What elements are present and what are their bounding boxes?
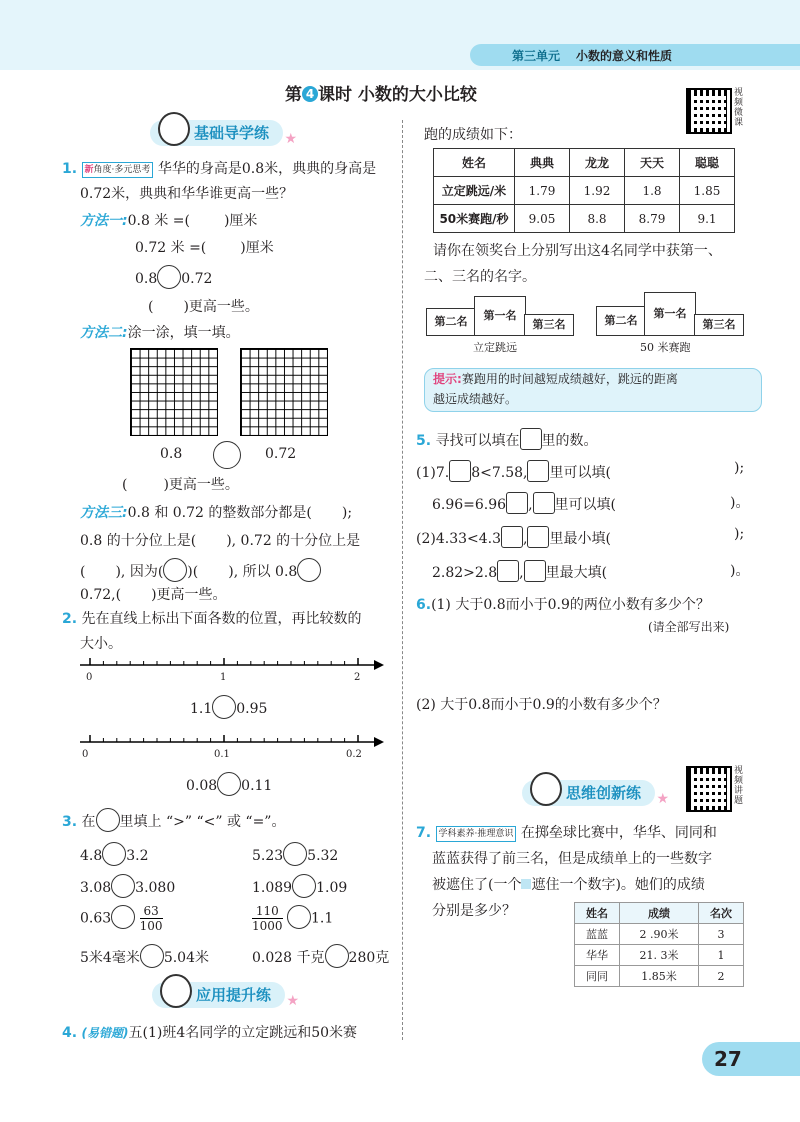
q1-stem-line2: 0.72米，典典和华华谁更高一些？ [80, 186, 294, 202]
qr-code-icon[interactable] [686, 766, 732, 812]
q5-line4-end: )。 [730, 563, 750, 579]
q5-stem: 5. 寻找可以填在 里的数。 [416, 428, 598, 450]
q1-m3-line2: 0.8 的十分位上是( ), 0.72 的十分位上是 [80, 533, 361, 549]
q1-m1-line1: 方法一:0.8 米 =( )厘米 [80, 213, 258, 229]
podium1-second[interactable]: 第二名 [426, 308, 476, 336]
answer-box [527, 460, 549, 482]
q3-row2-right: 1.089 1.09 [252, 874, 347, 898]
hundred-grid-b[interactable] [240, 348, 328, 436]
podium2-third[interactable]: 第三名 [694, 314, 744, 336]
topic-label: 小数的意义和性质 [576, 49, 673, 63]
podium1-caption: 立定跳远 [473, 341, 517, 354]
q4-score-table: 姓名 典典 龙龙 天天 聪聪 立定跳远/米 1.79 1.92 1.8 1.85 50米赛跑/秒 9.05 8.8 8.79 9.1 [433, 148, 735, 233]
axis2-label-1: 0.1 [214, 749, 230, 760]
q1-m2-answer: ( )更高一些。 [122, 477, 239, 493]
compare-circle[interactable] [283, 842, 307, 866]
q3-stem: 3. 在 里填上 “>” “<” 或 “=”。 [62, 808, 285, 832]
podium1-third[interactable]: 第三名 [524, 314, 574, 336]
table-row: 蓝蓝 2 .90米 3 [575, 924, 744, 945]
table-row: 50米赛跑/秒 9.05 8.8 8.79 9.1 [434, 205, 735, 233]
compare-circle[interactable] [213, 441, 241, 473]
qr-label-mid: 视频讲题 [734, 766, 744, 806]
q2-stem-line1: 2. 先在直线上标出下面各数的位置，再比较数的 [62, 611, 362, 627]
star-icon: ★ [656, 791, 670, 807]
mascot-icon [158, 112, 190, 146]
compare-circle[interactable] [217, 772, 241, 796]
axis1-label-1: 1 [220, 672, 227, 683]
compare-circle [96, 808, 120, 832]
grid-b-label: 0.72 [265, 446, 297, 462]
answer-box [520, 428, 542, 450]
column-divider [402, 120, 403, 1040]
table-row: 立定跳远/米 1.79 1.92 1.8 1.85 [434, 177, 735, 205]
compare-circle[interactable] [297, 558, 321, 582]
q7-line4: 分别是多少？ [432, 903, 516, 919]
axis1-label-0: 0 [86, 672, 93, 683]
q3-row4-right: 0.028 千克 280克 [252, 944, 389, 968]
table-row: 同同 1.85米 2 [575, 966, 744, 987]
q1-m1-line3: 0.8 0.72 [135, 265, 212, 289]
q1-m1-line4: ( )更高一些。 [148, 299, 259, 315]
q1-m3-line1: 方法三:0.8 和 0.72 的整数部分都是( ); [80, 505, 353, 521]
compare-circle[interactable] [157, 265, 181, 289]
q7-line2: 蓝蓝获得了前三名，但是成绩单上的一些数字 [432, 851, 712, 867]
qr-label-top: 视频微课 [734, 88, 744, 128]
section-apply: 应用提升练 ★ [152, 982, 285, 1008]
q3-row3-left: 0.63 $\frac{63}{100}$ [80, 904, 163, 933]
number-line-1[interactable] [78, 655, 388, 685]
answer-box [524, 560, 546, 582]
compare-circle[interactable] [292, 874, 316, 898]
q6-part2: (2) 大于0.8而小于0.9的小数有多少个？ [416, 697, 667, 713]
q5-line2-end: )。 [730, 495, 750, 511]
compare-circle[interactable] [325, 944, 349, 968]
q7-score-table: 姓名 成绩 名次 蓝蓝 2 .90米 3 华华 21. 3米 1 同同 1.85米 2 [574, 902, 744, 987]
q4-hint-box: 提示:赛跑用的时间越短成绩越好，跳远的距离 越远成绩越好。 [424, 368, 762, 412]
section-think: 思维创新练 ★ [522, 780, 655, 806]
q5-line1: (1)7. 8<7.58, 里可以填( [416, 460, 611, 482]
star-icon: ★ [286, 993, 300, 1009]
q1-m2-line: 方法二:涂一涂，填一填。 [80, 325, 240, 341]
podium2-caption: 50 米赛跑 [640, 341, 691, 354]
compare-circle[interactable] [287, 905, 311, 929]
q5-line1-end: ); [734, 460, 745, 476]
compare-circle[interactable] [111, 905, 135, 929]
axis2-label-2: 0.2 [346, 749, 362, 760]
mascot-icon [530, 772, 562, 806]
q2-stem-line2: 大小。 [80, 636, 122, 652]
grid-a-label: 0.8 [160, 446, 183, 462]
q2-compare1: 1.1 0.95 [190, 695, 267, 719]
podium1-first[interactable]: 第一名 [474, 296, 526, 336]
lesson-number: 4 [302, 86, 318, 102]
answer-box[interactable] [497, 560, 519, 582]
q3-row4-left: 5米4毫米 5.04米 [80, 944, 209, 968]
q7-line3: 被遮住了(一个 遮住一个数字)。她们的成绩 [432, 877, 705, 893]
qr-code-icon[interactable] [686, 88, 732, 134]
mascot-icon [160, 974, 192, 1008]
podium2-second[interactable]: 第二名 [596, 306, 646, 336]
q5-line3: (2)4.33<4.3 , 里最小填( [416, 526, 611, 548]
q2-compare2: 0.08 0.11 [186, 772, 272, 796]
q1-tag: 新角度·多元思考 [82, 162, 154, 178]
q1-m3-line3: ( ), 因为( )( ), 所以 0.8 [80, 558, 321, 582]
compare-circle[interactable] [212, 695, 236, 719]
q1-stem-line1: 1. 新角度·多元思考 华华的身高是0.8米，典典的身高是 [62, 161, 377, 177]
answer-box[interactable] [506, 492, 528, 514]
q4-stem-line2: 跑的成绩如下： [424, 127, 522, 143]
q4-ask-line2: 二、三名的名字。 [424, 269, 536, 285]
q3-row2-left: 3.08 3.080 [80, 874, 175, 898]
q5-line3-end: ); [734, 526, 745, 542]
q7-line1: 7. 学科素养·推理意识 在掷垒球比赛中，华华、同同和 [416, 825, 717, 841]
q3-row1-left: 4.8 3.2 [80, 842, 149, 866]
compare-circle[interactable] [111, 874, 135, 898]
section-basic: 基础导学练 ★ [150, 120, 283, 146]
compare-circle[interactable] [140, 944, 164, 968]
q5-line4: 2.82>2.8 , 里最大填( [432, 560, 607, 582]
answer-box[interactable] [449, 460, 471, 482]
axis2-label-0: 0 [82, 749, 89, 760]
fraction-63-100: $\frac{63}{100}$ [139, 904, 163, 933]
q6-part1: 6.(1) 大于0.8而小于0.9的两位小数有多少个？ [416, 597, 710, 613]
axis1-label-2: 2 [354, 672, 361, 683]
q1-m1-line2: 0.72 米 =( )厘米 [135, 240, 274, 256]
q4-ask-line1: 请你在领奖台上分别写出这4名同学中获第一、 [433, 243, 722, 259]
compare-circle[interactable] [102, 842, 126, 866]
answer-box [527, 526, 549, 548]
unit-label: 第三单元 [512, 49, 561, 63]
answer-box[interactable] [501, 526, 523, 548]
q4-stem-line1: 4. (易错题)五(1)班4名同学的立定跳远和50米赛 [62, 1025, 358, 1041]
hundred-grid-a[interactable] [130, 348, 218, 436]
q1-m3-line4: 0.72,( )更高一些。 [80, 587, 227, 603]
number-line-2[interactable] [78, 732, 388, 762]
q5-line2: 6.96=6.96 , 里可以填( [432, 492, 616, 514]
q3-row3-right: $\frac{110}{1000}$ 1.1 [252, 904, 334, 933]
fraction-110-1000: $\frac{110}{1000}$ [252, 904, 283, 933]
page-number: 27 [702, 1042, 800, 1076]
q6-note: (请全部写出来) [648, 620, 730, 634]
q3-row1-right: 5.23 5.32 [252, 842, 338, 866]
page-title: 第 4 课时 小数的大小比较 [285, 85, 477, 105]
star-icon: ★ [284, 131, 298, 147]
compare-circle[interactable] [163, 558, 187, 582]
cover-square-icon [521, 879, 531, 889]
answer-box [533, 492, 555, 514]
podium2-first[interactable]: 第一名 [644, 292, 696, 336]
table-row: 华华 21. 3米 1 [575, 945, 744, 966]
